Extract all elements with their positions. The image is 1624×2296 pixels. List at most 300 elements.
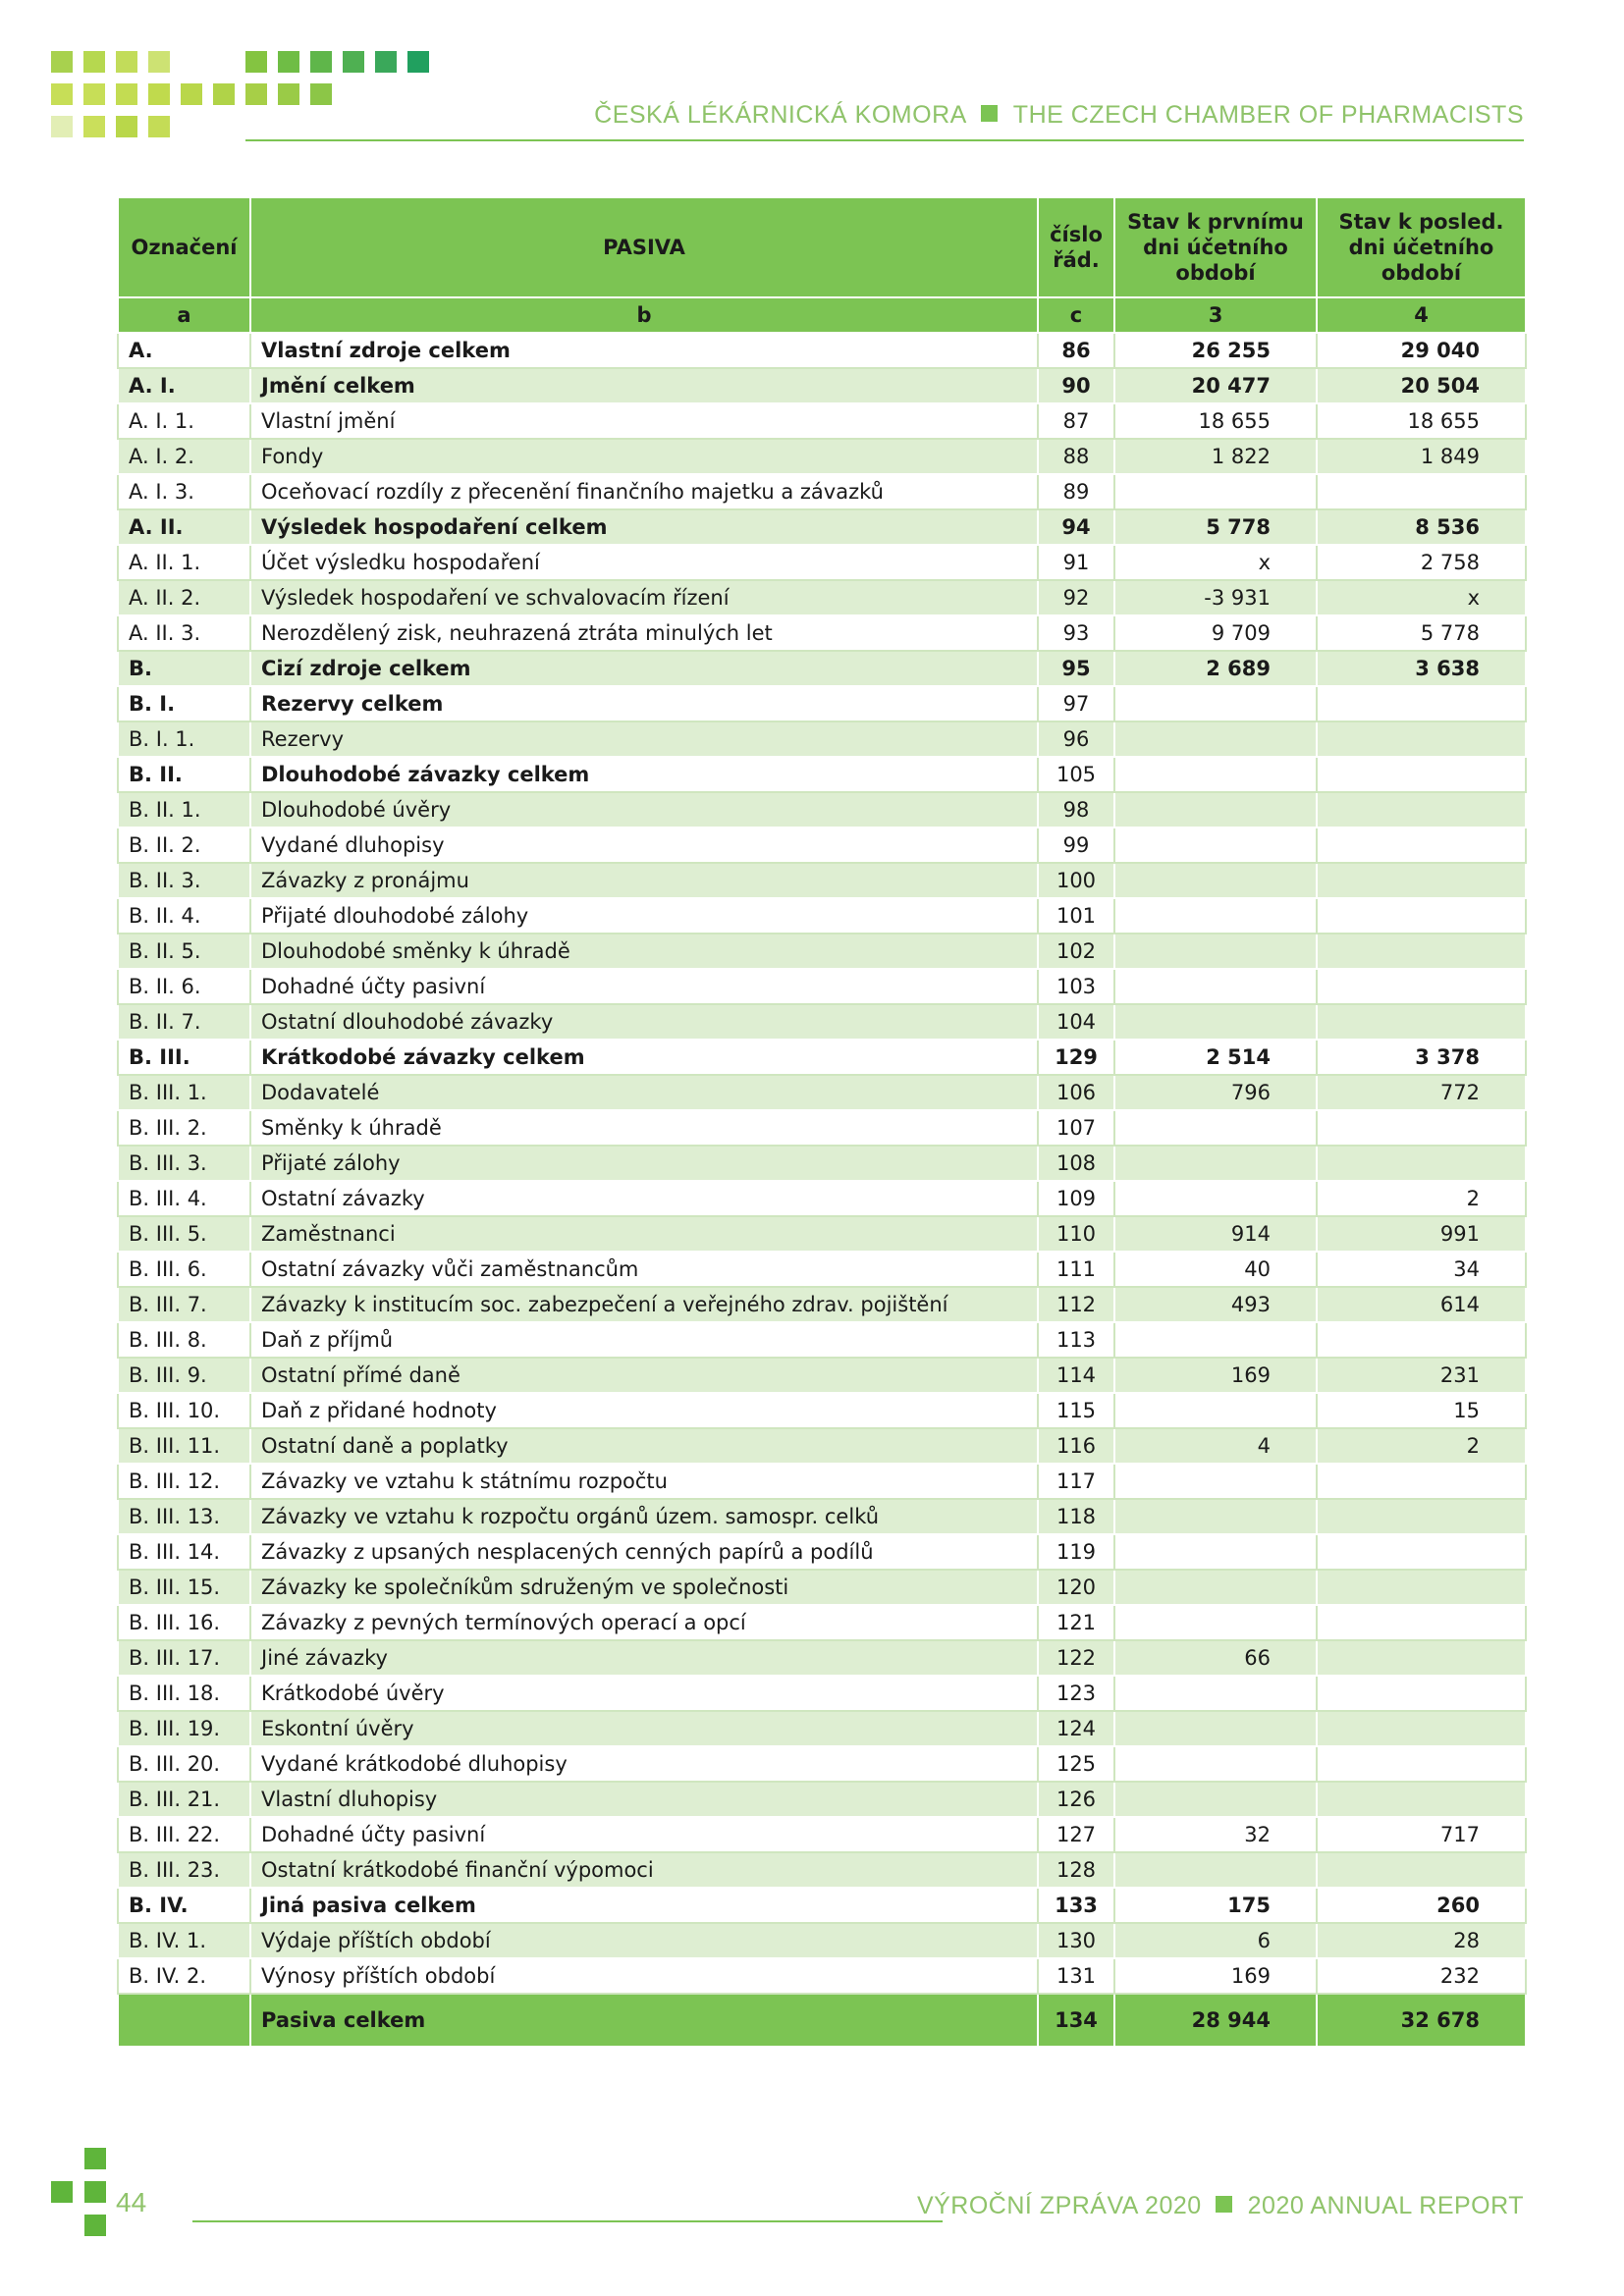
- table-row: [118, 898, 1526, 934]
- row-number: 117: [1038, 1464, 1114, 1499]
- table-row: [118, 969, 1526, 1004]
- row-code: B. III. 12.: [118, 1464, 250, 1499]
- row-value-end: [1317, 898, 1526, 934]
- row-label: Ostatní dlouhodobé závazky: [250, 1004, 1038, 1040]
- row-value-end: 991: [1317, 1216, 1526, 1252]
- row-label: Jmění celkem: [250, 368, 1038, 403]
- table-row: [118, 1428, 1526, 1464]
- row-label: Výnosy příštích období: [250, 1958, 1038, 1994]
- row-value-start: [1114, 1181, 1317, 1216]
- row-code: B. III. 10.: [118, 1393, 250, 1428]
- table-row: [118, 757, 1526, 792]
- row-value-start: [1114, 1322, 1317, 1358]
- row-code: B. III. 17.: [118, 1640, 250, 1676]
- row-value-start: [1114, 828, 1317, 863]
- row-value-start: -3 931: [1114, 580, 1317, 615]
- row-code: A. I. 1.: [118, 403, 250, 439]
- logo-square-icon: [278, 83, 299, 105]
- row-value-end: [1317, 1534, 1526, 1570]
- row-number: 131: [1038, 1958, 1114, 1994]
- row-label: Dlouhodobé úvěry: [250, 792, 1038, 828]
- row-value-start: [1114, 1004, 1317, 1040]
- row-value-end: [1317, 1605, 1526, 1640]
- logo-square-icon: [116, 51, 137, 73]
- separator-square-icon: [981, 105, 998, 122]
- row-value-end: [1317, 792, 1526, 828]
- total-code: [118, 1994, 250, 2047]
- footer-square-icon: [84, 2215, 106, 2236]
- row-value-start: 4: [1114, 1428, 1317, 1464]
- logo-square-icon: [343, 51, 364, 73]
- column-header-stav-prvni: Stav k prvnímu dni účetního období: [1114, 197, 1317, 297]
- row-value-start: 18 655: [1114, 403, 1317, 439]
- row-number: 119: [1038, 1534, 1114, 1570]
- logo-square-icon: [278, 51, 299, 73]
- table-row: [118, 615, 1526, 651]
- row-number: 108: [1038, 1146, 1114, 1181]
- row-value-end: [1317, 1782, 1526, 1817]
- row-value-end: [1317, 1464, 1526, 1499]
- table-row: [118, 1181, 1526, 1216]
- row-value-end: 232: [1317, 1958, 1526, 1994]
- row-code: B. III. 7.: [118, 1287, 250, 1322]
- table-row: [118, 1923, 1526, 1958]
- total-label: Pasiva celkem: [250, 1994, 1038, 2047]
- table-row: [118, 1817, 1526, 1852]
- row-code: B. II. 2.: [118, 828, 250, 863]
- row-value-end: x: [1317, 580, 1526, 615]
- row-number: 128: [1038, 1852, 1114, 1888]
- subheader-3: 3: [1114, 297, 1317, 333]
- table-row: [118, 863, 1526, 898]
- row-value-end: 3 638: [1317, 651, 1526, 686]
- row-label: Cizí zdroje celkem: [250, 651, 1038, 686]
- row-label: Nerozdělený zisk, neuhrazená ztráta minulých let: [250, 615, 1038, 651]
- row-code: B. III. 18.: [118, 1676, 250, 1711]
- row-code: B. IV. 2.: [118, 1958, 250, 1994]
- header-organization: [594, 101, 1524, 130]
- row-label: Rezervy: [250, 721, 1038, 757]
- row-value-end: 717: [1317, 1817, 1526, 1852]
- row-label: Přijaté dlouhodobé zálohy: [250, 898, 1038, 934]
- logo-square-icon: [51, 116, 73, 137]
- row-label: Dohadné účty pasivní: [250, 1817, 1038, 1852]
- subheader-c: c: [1038, 297, 1114, 333]
- row-label: Závazky k institucím soc. zabezpečení a veřejného zdrav. pojištění: [250, 1287, 1038, 1322]
- row-value-end: 15: [1317, 1393, 1526, 1428]
- row-code: B. III.: [118, 1040, 250, 1075]
- logo-square-icon: [116, 83, 137, 105]
- row-code: B. III. 14.: [118, 1534, 250, 1570]
- row-value-start: [1114, 1711, 1317, 1746]
- row-value-end: [1317, 863, 1526, 898]
- row-value-start: [1114, 1393, 1317, 1428]
- table-row: [118, 1004, 1526, 1040]
- row-value-start: 9 709: [1114, 615, 1317, 651]
- subheader-b: b: [250, 297, 1038, 333]
- table-row: [118, 1676, 1526, 1711]
- page-number: 44: [116, 2187, 147, 2217]
- row-value-start: 5 778: [1114, 509, 1317, 545]
- table-row: [118, 509, 1526, 545]
- row-number: 90: [1038, 368, 1114, 403]
- row-value-start: [1114, 686, 1317, 721]
- table-row: [118, 1570, 1526, 1605]
- row-value-start: 40: [1114, 1252, 1317, 1287]
- row-value-start: [1114, 1676, 1317, 1711]
- row-value-start: [1114, 1499, 1317, 1534]
- row-number: 97: [1038, 686, 1114, 721]
- row-number: 121: [1038, 1605, 1114, 1640]
- row-value-end: [1317, 1676, 1526, 1711]
- row-value-end: [1317, 1746, 1526, 1782]
- column-header-oznaceni: Označení: [118, 197, 250, 297]
- row-value-start: [1114, 898, 1317, 934]
- row-label: Závazky z pevných termínových operací a opcí: [250, 1605, 1038, 1640]
- row-value-end: [1317, 934, 1526, 969]
- table-row: [118, 934, 1526, 969]
- table-row: [118, 1605, 1526, 1640]
- org-name-en: THE CZECH CHAMBER OF PHARMACISTS: [1012, 101, 1524, 129]
- logo-square-icon: [83, 116, 105, 137]
- row-number: 124: [1038, 1711, 1114, 1746]
- table-row: [118, 1640, 1526, 1676]
- row-value-end: [1317, 1322, 1526, 1358]
- table-row: [118, 1958, 1526, 1994]
- logo-mosaic: [51, 51, 463, 144]
- row-label: Přijaté zálohy: [250, 1146, 1038, 1181]
- table-row: [118, 1464, 1526, 1499]
- row-number: 125: [1038, 1746, 1114, 1782]
- logo-square-icon: [245, 51, 267, 73]
- row-code: B. II. 5.: [118, 934, 250, 969]
- row-number: 122: [1038, 1640, 1114, 1676]
- row-value-start: 32: [1114, 1817, 1317, 1852]
- row-value-end: [1317, 1499, 1526, 1534]
- row-label: Výdaje příštích období: [250, 1923, 1038, 1958]
- row-number: 102: [1038, 934, 1114, 969]
- row-code: B. III. 9.: [118, 1358, 250, 1393]
- row-number: 104: [1038, 1004, 1114, 1040]
- logo-square-icon: [310, 83, 332, 105]
- pasiva-table: [117, 196, 1527, 2048]
- report-title-cz: VÝROČNÍ ZPRÁVA 2020: [916, 2192, 1202, 2219]
- logo-square-icon: [83, 51, 105, 73]
- row-code: A.: [118, 333, 250, 368]
- row-code: A. II.: [118, 509, 250, 545]
- row-value-end: [1317, 1640, 1526, 1676]
- row-label: Dodavatelé: [250, 1075, 1038, 1110]
- row-value-start: [1114, 863, 1317, 898]
- row-value-start: [1114, 1746, 1317, 1782]
- row-value-start: 796: [1114, 1075, 1317, 1110]
- row-value-start: [1114, 1605, 1317, 1640]
- row-label: Směnky k úhradě: [250, 1110, 1038, 1146]
- row-value-end: 260: [1317, 1888, 1526, 1923]
- row-label: Výsledek hospodaření ve schvalovacím řízení: [250, 580, 1038, 615]
- row-value-end: [1317, 1110, 1526, 1146]
- table-row: [118, 545, 1526, 580]
- row-value-end: 1 849: [1317, 439, 1526, 474]
- row-value-end: 2: [1317, 1428, 1526, 1464]
- row-value-start: [1114, 1782, 1317, 1817]
- row-label: Oceňovací rozdíly z přecenění finančního majetku a závazků: [250, 474, 1038, 509]
- row-number: 109: [1038, 1181, 1114, 1216]
- row-label: Vydané dluhopisy: [250, 828, 1038, 863]
- row-number: 98: [1038, 792, 1114, 828]
- row-code: B. II. 1.: [118, 792, 250, 828]
- footer-square-icon: [51, 2181, 73, 2203]
- row-value-start: 2 514: [1114, 1040, 1317, 1075]
- row-code: B. II. 3.: [118, 863, 250, 898]
- row-label: Dlouhodobé směnky k úhradě: [250, 934, 1038, 969]
- footer-report-title: [917, 2192, 1524, 2220]
- logo-square-icon: [407, 51, 429, 73]
- row-number: 103: [1038, 969, 1114, 1004]
- row-value-end: 2: [1317, 1181, 1526, 1216]
- row-number: 94: [1038, 509, 1114, 545]
- row-value-end: 20 504: [1317, 368, 1526, 403]
- row-value-start: [1114, 1146, 1317, 1181]
- table-row: [118, 1252, 1526, 1287]
- row-number: 93: [1038, 615, 1114, 651]
- row-value-start: 2 689: [1114, 651, 1317, 686]
- row-code: B. III. 5.: [118, 1216, 250, 1252]
- report-title-en: 2020 ANNUAL REPORT: [1247, 2192, 1524, 2219]
- table-row: [118, 686, 1526, 721]
- subheader-4: 4: [1317, 297, 1526, 333]
- row-code: A. I. 2.: [118, 439, 250, 474]
- row-code: B. III. 2.: [118, 1110, 250, 1146]
- row-number: 99: [1038, 828, 1114, 863]
- row-label: Dlouhodobé závazky celkem: [250, 757, 1038, 792]
- table-body: [118, 333, 1526, 2047]
- row-number: 86: [1038, 333, 1114, 368]
- row-number: 126: [1038, 1782, 1114, 1817]
- logo-square-icon: [148, 51, 170, 73]
- column-header-cislo: číslo řád.: [1038, 197, 1114, 297]
- org-name-cz: ČESKÁ LÉKÁRNICKÁ KOMORA: [594, 101, 967, 129]
- row-value-start: 914: [1114, 1216, 1317, 1252]
- row-number: 120: [1038, 1570, 1114, 1605]
- row-value-end: [1317, 721, 1526, 757]
- row-label: Daň z příjmů: [250, 1322, 1038, 1358]
- row-value-end: 3 378: [1317, 1040, 1526, 1075]
- table-row: [118, 792, 1526, 828]
- row-code: B. III. 13.: [118, 1499, 250, 1534]
- row-value-end: 231: [1317, 1358, 1526, 1393]
- row-label: Vlastní dluhopisy: [250, 1782, 1038, 1817]
- row-label: Ostatní krátkodobé finanční výpomoci: [250, 1852, 1038, 1888]
- row-code: A. II. 1.: [118, 545, 250, 580]
- table-row: [118, 439, 1526, 474]
- row-value-start: [1114, 474, 1317, 509]
- row-number: 111: [1038, 1252, 1114, 1287]
- row-number: 88: [1038, 439, 1114, 474]
- footer-divider: [192, 2220, 943, 2222]
- row-label: Výsledek hospodaření celkem: [250, 509, 1038, 545]
- total-value-end: 32 678: [1317, 1994, 1526, 2047]
- footer-square-icon: [84, 2181, 106, 2203]
- table-row: [118, 828, 1526, 863]
- table-row: [118, 1110, 1526, 1146]
- row-value-end: [1317, 1852, 1526, 1888]
- row-number: 101: [1038, 898, 1114, 934]
- row-value-end: 8 536: [1317, 509, 1526, 545]
- row-value-start: [1114, 1852, 1317, 1888]
- row-code: B. I.: [118, 686, 250, 721]
- row-value-end: 772: [1317, 1075, 1526, 1110]
- row-number: 130: [1038, 1923, 1114, 1958]
- table-row: [118, 1040, 1526, 1075]
- row-label: Vydané krátkodobé dluhopisy: [250, 1746, 1038, 1782]
- row-value-end: [1317, 828, 1526, 863]
- total-row: [118, 1994, 1526, 2047]
- row-code: A. I. 3.: [118, 474, 250, 509]
- table-row: [118, 1075, 1526, 1110]
- table-row: [118, 580, 1526, 615]
- row-value-start: [1114, 1570, 1317, 1605]
- row-number: 95: [1038, 651, 1114, 686]
- row-label: Krátkodobé závazky celkem: [250, 1040, 1038, 1075]
- row-label: Ostatní přímé daně: [250, 1358, 1038, 1393]
- table-row: [118, 1287, 1526, 1322]
- table-row: [118, 1322, 1526, 1358]
- row-value-end: [1317, 474, 1526, 509]
- column-header-pasiva: PASIVA: [250, 197, 1038, 297]
- table-row: [118, 1358, 1526, 1393]
- row-number: 133: [1038, 1888, 1114, 1923]
- row-label: Jiná pasiva celkem: [250, 1888, 1038, 1923]
- row-code: B. III. 21.: [118, 1782, 250, 1817]
- logo-square-icon: [181, 83, 202, 105]
- row-number: 116: [1038, 1428, 1114, 1464]
- row-value-end: 2 758: [1317, 545, 1526, 580]
- separator-square-icon: [1216, 2196, 1232, 2213]
- row-label: Jiné závazky: [250, 1640, 1038, 1676]
- row-number: 114: [1038, 1358, 1114, 1393]
- row-value-start: 169: [1114, 1358, 1317, 1393]
- row-code: B. IV. 1.: [118, 1923, 250, 1958]
- row-code: B. IV.: [118, 1888, 250, 1923]
- row-value-start: x: [1114, 545, 1317, 580]
- logo-square-icon: [148, 116, 170, 137]
- row-value-start: 169: [1114, 1958, 1317, 1994]
- row-value-start: [1114, 792, 1317, 828]
- logo-square-icon: [83, 83, 105, 105]
- row-label: Vlastní zdroje celkem: [250, 333, 1038, 368]
- footer-square-icon: [84, 2148, 106, 2169]
- row-value-start: 66: [1114, 1640, 1317, 1676]
- row-label: Dohadné účty pasivní: [250, 969, 1038, 1004]
- logo-square-icon: [116, 116, 137, 137]
- table-row: [118, 1782, 1526, 1817]
- row-value-start: [1114, 757, 1317, 792]
- logo-square-icon: [375, 51, 397, 73]
- row-value-start: [1114, 1534, 1317, 1570]
- table-row: [118, 1711, 1526, 1746]
- table-row: [118, 721, 1526, 757]
- row-code: B. I. 1.: [118, 721, 250, 757]
- row-value-start: 1 822: [1114, 439, 1317, 474]
- row-code: B. III. 4.: [118, 1181, 250, 1216]
- row-number: 115: [1038, 1393, 1114, 1428]
- row-label: Ostatní závazky: [250, 1181, 1038, 1216]
- row-code: B.: [118, 651, 250, 686]
- row-label: Účet výsledku hospodaření: [250, 545, 1038, 580]
- table-row: [118, 1534, 1526, 1570]
- table-row: [118, 1852, 1526, 1888]
- row-code: B. III. 1.: [118, 1075, 250, 1110]
- row-code: B. II.: [118, 757, 250, 792]
- row-label: Fondy: [250, 439, 1038, 474]
- row-code: B. II. 4.: [118, 898, 250, 934]
- row-value-end: 34: [1317, 1252, 1526, 1287]
- row-number: 96: [1038, 721, 1114, 757]
- row-label: Závazky ve vztahu k rozpočtu orgánů územ. samospr. celků: [250, 1499, 1038, 1534]
- logo-square-icon: [310, 51, 332, 73]
- row-number: 89: [1038, 474, 1114, 509]
- table-row: [118, 651, 1526, 686]
- row-number: 107: [1038, 1110, 1114, 1146]
- row-value-end: 29 040: [1317, 333, 1526, 368]
- row-code: B. III. 8.: [118, 1322, 250, 1358]
- column-header-stav-posled: Stav k posled. dni účetního období: [1317, 197, 1526, 297]
- table-row: [118, 1216, 1526, 1252]
- row-code: B. III. 11.: [118, 1428, 250, 1464]
- row-code: B. III. 22.: [118, 1817, 250, 1852]
- table-row: [118, 474, 1526, 509]
- table-row: [118, 333, 1526, 368]
- row-number: 112: [1038, 1287, 1114, 1322]
- row-number: 92: [1038, 580, 1114, 615]
- row-value-end: 28: [1317, 1923, 1526, 1958]
- row-value-start: [1114, 1110, 1317, 1146]
- row-code: B. III. 16.: [118, 1605, 250, 1640]
- row-value-start: 493: [1114, 1287, 1317, 1322]
- total-number: 134: [1038, 1994, 1114, 2047]
- table-row: [118, 403, 1526, 439]
- row-number: 118: [1038, 1499, 1114, 1534]
- logo-square-icon: [245, 83, 267, 105]
- row-value-start: [1114, 721, 1317, 757]
- row-value-end: [1317, 757, 1526, 792]
- row-label: Zaměstnanci: [250, 1216, 1038, 1252]
- row-value-start: 175: [1114, 1888, 1317, 1923]
- row-label: Eskontní úvěry: [250, 1711, 1038, 1746]
- table-row: [118, 1888, 1526, 1923]
- row-number: 129: [1038, 1040, 1114, 1075]
- row-code: B. II. 6.: [118, 969, 250, 1004]
- row-number: 106: [1038, 1075, 1114, 1110]
- header-divider: [245, 139, 1524, 141]
- row-number: 87: [1038, 403, 1114, 439]
- row-value-end: 614: [1317, 1287, 1526, 1322]
- row-code: B. III. 20.: [118, 1746, 250, 1782]
- table-row: [118, 1746, 1526, 1782]
- logo-square-icon: [51, 51, 73, 73]
- row-code: B. III. 6.: [118, 1252, 250, 1287]
- row-label: Vlastní jmění: [250, 403, 1038, 439]
- row-number: 105: [1038, 757, 1114, 792]
- table-row: [118, 1393, 1526, 1428]
- logo-square-icon: [148, 83, 170, 105]
- row-code: B. III. 15.: [118, 1570, 250, 1605]
- row-value-end: [1317, 1004, 1526, 1040]
- row-label: Závazky ve vztahu k státnímu rozpočtu: [250, 1464, 1038, 1499]
- row-label: Závazky ke společníkům sdruženým ve společnosti: [250, 1570, 1038, 1605]
- row-value-start: [1114, 1464, 1317, 1499]
